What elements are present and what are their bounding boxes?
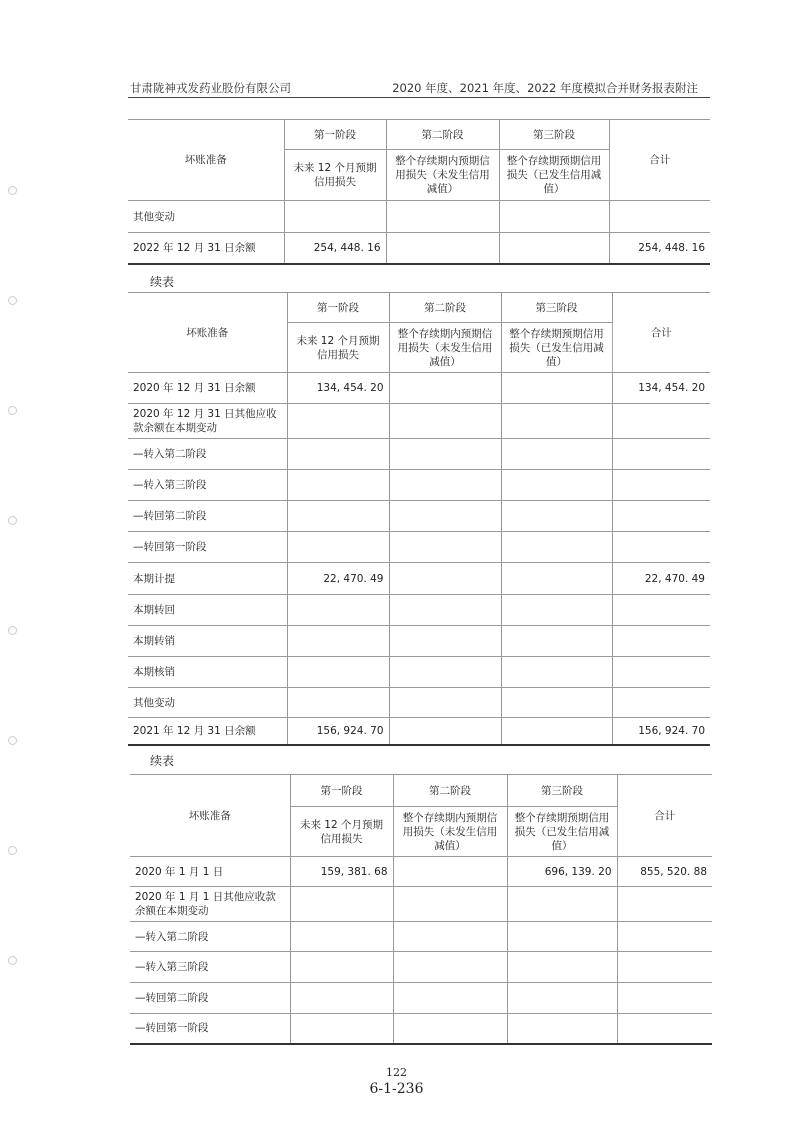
- table-row: [128, 404, 710, 439]
- document-code: 6-1-236: [369, 1081, 424, 1097]
- row-label: —转入第三阶段: [128, 470, 287, 501]
- stage3-value: [501, 439, 612, 470]
- row-label: —转入第三阶段: [130, 952, 290, 983]
- column-header-item: 坏账准备: [128, 120, 284, 201]
- stage2-value: [389, 595, 501, 626]
- total-value: [609, 201, 710, 233]
- binding-hole: [8, 296, 17, 305]
- allowance-table-2022: [128, 119, 710, 265]
- column-header-total: 合计: [617, 775, 712, 857]
- table-row: [128, 657, 710, 688]
- table-row: [128, 501, 710, 532]
- stage2-value: [389, 373, 501, 404]
- row-label: 2020 年 1 月 1 日: [130, 857, 290, 887]
- stage3-value: 696, 139. 20: [507, 857, 617, 887]
- table-row: [128, 439, 710, 470]
- table-row: [128, 718, 710, 745]
- stage2-value: [389, 532, 501, 563]
- stage1-value: [287, 501, 389, 532]
- table-row: [130, 922, 712, 952]
- row-label: 2020 年 12 月 31 日其他应收款余额在本期变动: [128, 404, 287, 439]
- table-row: [128, 532, 710, 563]
- stage2-value: [389, 718, 501, 745]
- stage3-value: [507, 952, 617, 983]
- row-label: 其他变动: [128, 688, 287, 718]
- table-row: [128, 688, 710, 718]
- stage1-value: 254, 448. 16: [284, 233, 386, 264]
- stage2-value: [389, 404, 501, 439]
- row-label: 本期计提: [128, 563, 287, 595]
- row-label: —转入第二阶段: [130, 922, 290, 952]
- column-header-item: 坏账准备: [128, 293, 287, 373]
- column-header-stage3: 第三阶段: [501, 293, 612, 323]
- stage2-value: [393, 887, 507, 922]
- total-value: [612, 470, 710, 501]
- column-desc-stage3: 整个存续期预期信用损失（已发生信用减值）: [507, 807, 617, 857]
- company-name: 甘肃陇神戎发药业股份有限公司: [130, 81, 291, 95]
- stage2-value: [389, 439, 501, 470]
- stage3-value: [501, 501, 612, 532]
- table-row: [128, 626, 710, 657]
- stage2-value: [393, 857, 507, 887]
- stage1-value: 134, 454. 20: [287, 373, 389, 404]
- row-label: 本期转销: [128, 626, 287, 657]
- column-desc-stage2: 整个存续期内预期信用损失（未发生信用减值）: [386, 150, 499, 201]
- stage2-value: [389, 688, 501, 718]
- stage3-value: [501, 595, 612, 626]
- binding-hole: [8, 956, 17, 965]
- stage3-value: [501, 657, 612, 688]
- table-row: [128, 595, 710, 626]
- total-value: [612, 404, 710, 439]
- stage3-value: [501, 718, 612, 745]
- total-value: [617, 983, 712, 1014]
- stage2-value: [389, 563, 501, 595]
- table-row: [128, 470, 710, 501]
- stage1-value: [290, 922, 393, 952]
- row-label: 其他变动: [128, 201, 284, 233]
- stage2-value: [386, 233, 499, 264]
- binding-hole: [8, 736, 17, 745]
- stage1-value: [290, 952, 393, 983]
- stage1-value: 22, 470. 49: [287, 563, 389, 595]
- row-label: —转入第二阶段: [128, 439, 287, 470]
- stage2-value: [393, 1014, 507, 1044]
- binding-hole: [8, 626, 17, 635]
- allowance-table-2021: [128, 292, 710, 746]
- stage2-value: [393, 983, 507, 1014]
- row-label: —转回第一阶段: [130, 1014, 290, 1044]
- report-title: 2020 年度、2021 年度、2022 年度模拟合并财务报表附注: [392, 81, 698, 95]
- column-desc-stage3: 整个存续期预期信用损失（已发生信用减值）: [499, 150, 609, 201]
- stage3-value: [501, 470, 612, 501]
- stage1-value: 159, 381. 68: [290, 857, 393, 887]
- allowance-table-2020: [130, 774, 712, 1045]
- stage2-value: [393, 922, 507, 952]
- header-divider: [128, 97, 710, 98]
- stage3-value: [507, 922, 617, 952]
- total-value: 254, 448. 16: [609, 233, 710, 264]
- column-desc-stage1: 未来 12 个月预期信用损失: [287, 323, 389, 373]
- row-label: 2020 年 1 月 1 日其他应收款余额在本期变动: [130, 887, 290, 922]
- row-label: 本期转回: [128, 595, 287, 626]
- total-value: [612, 688, 710, 718]
- stage2-value: [386, 201, 499, 233]
- binding-hole: [8, 406, 17, 415]
- row-label: —转回第二阶段: [128, 501, 287, 532]
- column-desc-stage2: 整个存续期内预期信用损失（未发生信用减值）: [389, 323, 501, 373]
- column-header-stage3: 第三阶段: [507, 775, 617, 807]
- total-value: [612, 501, 710, 532]
- total-value: [617, 1014, 712, 1044]
- stage1-value: [290, 983, 393, 1014]
- stage1-value: [287, 439, 389, 470]
- column-header-total: 合计: [612, 293, 710, 373]
- stage3-value: [501, 532, 612, 563]
- total-value: [617, 887, 712, 922]
- row-label: —转回第一阶段: [128, 532, 287, 563]
- table-row: [130, 1014, 712, 1044]
- stage1-value: [290, 887, 393, 922]
- total-value: [612, 595, 710, 626]
- column-desc-stage3: 整个存续期预期信用损失（已发生信用减值）: [501, 323, 612, 373]
- column-header-stage2: 第二阶段: [389, 293, 501, 323]
- total-value: [612, 626, 710, 657]
- total-value: 156, 924. 70: [612, 718, 710, 745]
- stage1-value: [284, 201, 386, 233]
- stage2-value: [393, 952, 507, 983]
- row-label: 2022 年 12 月 31 日余额: [128, 233, 284, 264]
- header-row: [128, 120, 710, 150]
- stage1-value: [287, 626, 389, 657]
- table-row: [130, 887, 712, 922]
- continued-label: 续表: [150, 275, 175, 289]
- table-row: [130, 857, 712, 887]
- total-value: [617, 922, 712, 952]
- column-desc-stage2: 整个存续期内预期信用损失（未发生信用减值）: [393, 807, 507, 857]
- stage1-value: [287, 404, 389, 439]
- stage3-value: [499, 201, 609, 233]
- table-row: [130, 983, 712, 1014]
- stage1-value: [287, 595, 389, 626]
- header-row: [128, 293, 710, 323]
- total-value: [612, 439, 710, 470]
- stage3-value: [501, 373, 612, 404]
- total-value: [612, 657, 710, 688]
- column-header-stage1: 第一阶段: [284, 120, 386, 150]
- stage1-value: [290, 1014, 393, 1044]
- column-header-total: 合计: [609, 120, 710, 201]
- stage1-value: [287, 657, 389, 688]
- stage1-value: 156, 924. 70: [287, 718, 389, 745]
- binding-hole: [8, 846, 17, 855]
- stage1-value: [287, 532, 389, 563]
- binding-hole: [8, 186, 17, 195]
- page-number: 122: [386, 1066, 407, 1079]
- stage1-value: [287, 688, 389, 718]
- total-value: [617, 952, 712, 983]
- total-value: 134, 454. 20: [612, 373, 710, 404]
- column-desc-stage1: 未来 12 个月预期信用损失: [290, 807, 393, 857]
- column-header-stage2: 第二阶段: [386, 120, 499, 150]
- column-header-item: 坏账准备: [130, 775, 290, 857]
- stage3-value: [507, 983, 617, 1014]
- table-row: [128, 233, 710, 264]
- stage2-value: [389, 501, 501, 532]
- stage3-value: [501, 404, 612, 439]
- continued-label: 续表: [150, 754, 175, 768]
- row-label: 2021 年 12 月 31 日余额: [128, 718, 287, 745]
- table-row: [128, 563, 710, 595]
- column-header-stage1: 第一阶段: [290, 775, 393, 807]
- table-row: [128, 373, 710, 404]
- column-header-stage1: 第一阶段: [287, 293, 389, 323]
- stage3-value: [501, 626, 612, 657]
- column-header-stage2: 第二阶段: [393, 775, 507, 807]
- stage2-value: [389, 626, 501, 657]
- binding-hole: [8, 516, 17, 525]
- column-desc-stage1: 未来 12 个月预期信用损失: [284, 150, 386, 201]
- stage3-value: [507, 1014, 617, 1044]
- row-label: 2020 年 12 月 31 日余额: [128, 373, 287, 404]
- stage3-value: [499, 233, 609, 264]
- stage3-value: [501, 688, 612, 718]
- stage3-value: [501, 563, 612, 595]
- total-value: 855, 520. 88: [617, 857, 712, 887]
- stage3-value: [507, 887, 617, 922]
- total-value: [612, 532, 710, 563]
- stage1-value: [287, 470, 389, 501]
- row-label: —转回第二阶段: [130, 983, 290, 1014]
- row-label: 本期核销: [128, 657, 287, 688]
- table-row: [130, 952, 712, 983]
- stage2-value: [389, 470, 501, 501]
- total-value: 22, 470. 49: [612, 563, 710, 595]
- stage2-value: [389, 657, 501, 688]
- table-row: [128, 201, 710, 233]
- column-header-stage3: 第三阶段: [499, 120, 609, 150]
- header-row: [130, 775, 712, 807]
